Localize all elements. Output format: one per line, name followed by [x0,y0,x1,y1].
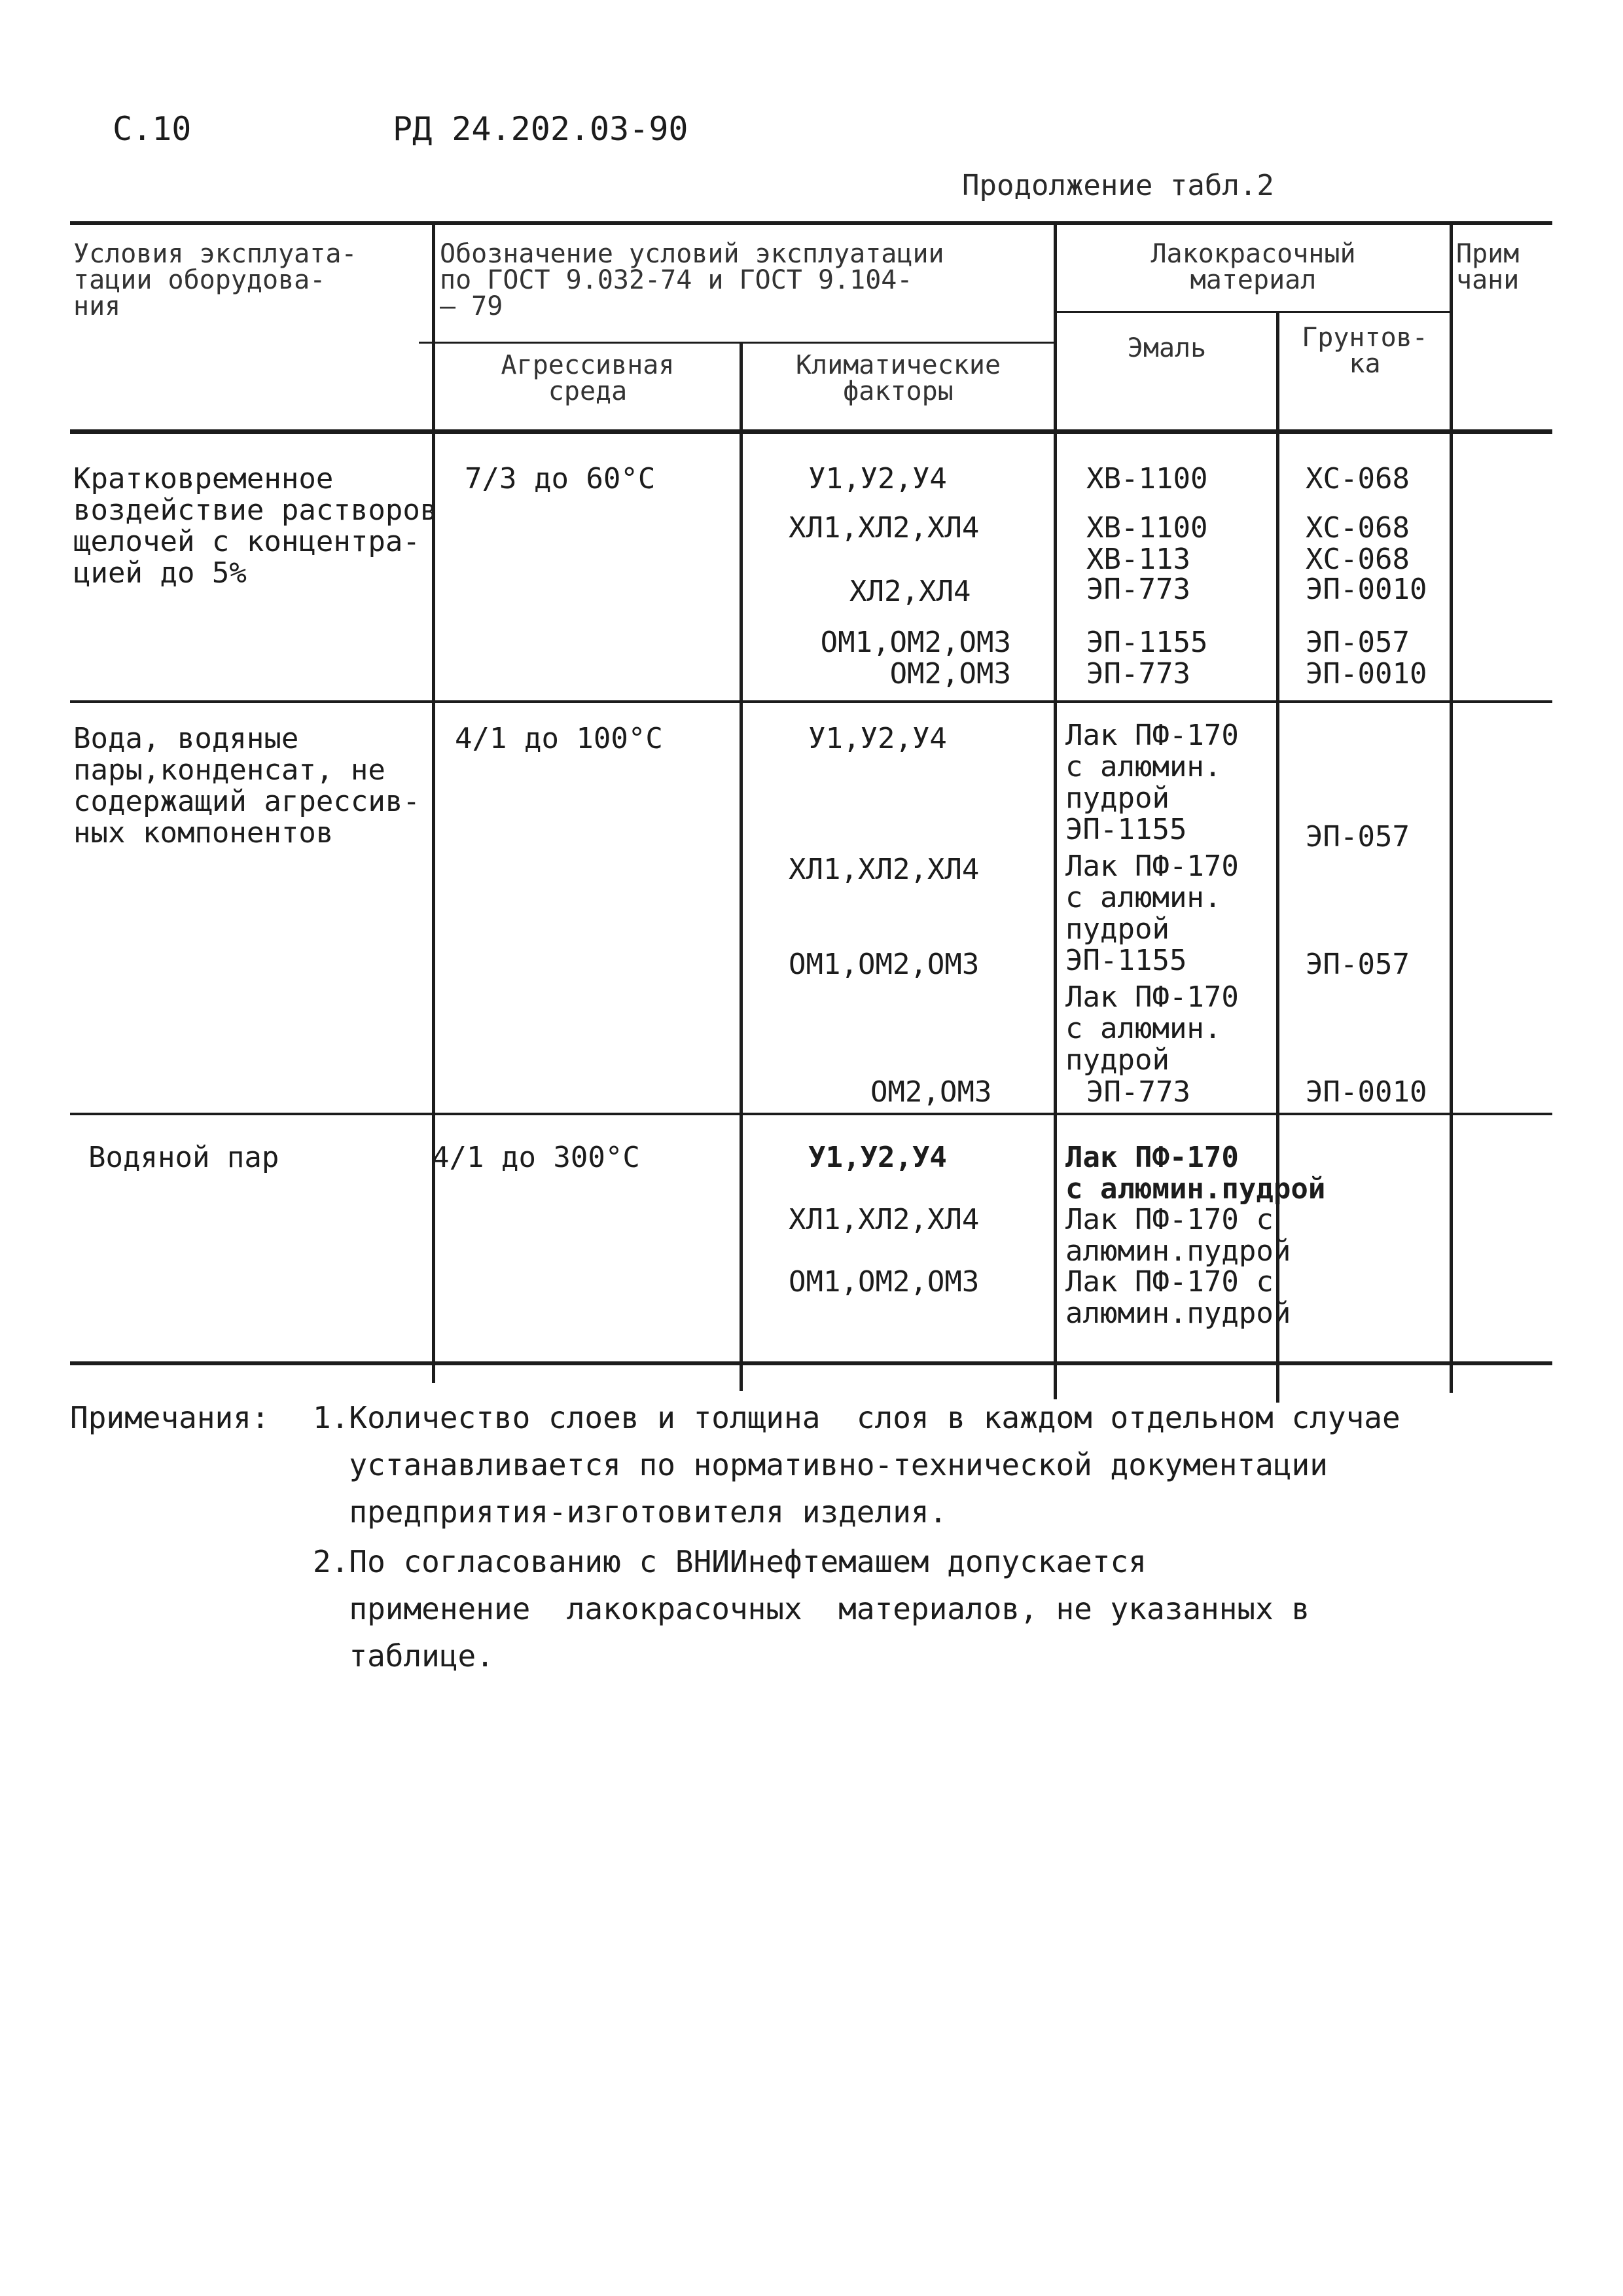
row1-enamel-3: ЭП-773 [1086,573,1190,606]
col-header-note: Прим чани [1456,239,1520,295]
row2-climate-2: ХЛ1,ХЛ2,ХЛ4 [789,853,980,886]
row2-climate-1: У1,У2,У4 [808,722,947,755]
row1-enamel-1: ХВ-1100 [1086,462,1208,495]
row2-primer-4: ЭП-0010 [1306,1075,1427,1109]
column-rule [1054,221,1057,1399]
row1-climate-2: ХЛ1,ХЛ2,ХЛ4 [789,511,980,545]
row3-climate-1: У1,У2,У4 [808,1141,947,1174]
col-header-designation: Обозначение условий эксплуатации по ГОСТ 9.032-74 и ГОСТ 9.104- – 79 [440,239,944,321]
page-number: С.10 [113,110,192,148]
row3-enamel-1: Лак ПФ-170 с алюмин.пудрой [1065,1141,1326,1206]
table-header-rule [70,429,1552,434]
row3-climate-2: ХЛ1,ХЛ2,ХЛ4 [789,1203,980,1236]
notes-label: Примечания: [70,1400,270,1435]
row1-climate-1: У1,У2,У4 [808,462,947,495]
row1-primer-3: ЭП-0010 [1306,573,1427,606]
row2-medium: 4/1 до 100°С [455,722,663,755]
col-header-enamel: Эмаль [1127,333,1207,363]
row3-medium: 4/1 до 300°С [432,1141,640,1174]
row2-enamel-4: ЭП-773 [1086,1075,1190,1109]
note-item-1: 1.Количество слоев и толщина слоя в каждом отдельном случае устанавливается по нормативно-технической документации предприятия-изготовителя изделия. [313,1400,1400,1530]
row2-enamel-3: Лак ПФ-170 с алюмин. пудрой [1065,980,1239,1077]
row2-enamel-2: Лак ПФ-170 с алюмин. пудрой ЭП-1155 [1065,850,1239,977]
row-divider [70,1113,1552,1115]
row2-climate-3: ОМ1,ОМ2,ОМ3 [789,948,980,981]
col-header-climatic-factors: Климатические факторы [795,350,1001,406]
table-continuation-caption: Продолжение табл.2 [962,169,1274,202]
row1-enamel-4: ЭП-1155 ЭП-773 [1086,626,1208,691]
column-rule [1450,221,1453,1393]
row-divider [70,700,1552,703]
col-header-primer: Грунтов- ка [1302,323,1428,379]
row1-climate-4: ОМ1,ОМ2,ОМ3 ОМ2,ОМ3 [820,626,1011,691]
row1-condition: Кратковременное воздействие растворов щелочей с концентра- цией до 5% [73,462,438,590]
row3-condition: Водяной пар [88,1141,279,1174]
col-header-aggressive-medium: Агрессивная среда [501,350,675,406]
table-bottom-rule [70,1361,1552,1365]
row1-primer-4: ЭП-057 ЭП-0010 [1306,626,1427,691]
row2-primer-1: ЭП-057 [1306,820,1410,853]
col-header-paint-material: Лакокрасочный материал [1150,239,1356,295]
row2-condition: Вода, водяные пары,конденсат, не содержащий агрессив- ных компонентов [73,722,420,850]
row3-enamel-2: Лак ПФ-170 с алюмин.пудрой [1065,1203,1291,1268]
row1-primer-2: ХС-068 ХС-068 [1306,511,1410,576]
row1-enamel-2: ХВ-1100 ХВ-113 [1086,511,1208,576]
row1-climate-3: ХЛ2,ХЛ4 [849,575,971,608]
paint-sub-rule [1057,311,1450,313]
col-header-conditions: Условия эксплуата- тации оборудова- ния [73,239,357,321]
row2-climate-4: ОМ2,ОМ3 [870,1075,992,1109]
note-item-2: 2.По согласованию с ВНИИнефтемашем допускается применение лакокрасочных материалов, не указанных в таблице. [313,1544,1310,1674]
column-rule [740,344,743,1391]
row2-primer-2: ЭП-057 [1306,948,1410,981]
row3-enamel-3: Лак ПФ-170 с алюмин.пудрой [1065,1265,1291,1330]
row1-medium: 7/3 до 60°С [465,462,656,495]
row1-primer-1: ХС-068 [1306,462,1410,495]
designation-sub-rule [419,342,1057,344]
column-rule [432,221,435,1383]
row2-enamel-1: Лак ПФ-170 с алюмин. пудрой ЭП-1155 [1065,719,1239,846]
table-top-rule [70,221,1552,225]
row3-climate-3: ОМ1,ОМ2,ОМ3 [789,1265,980,1299]
document-code: РД 24.202.03-90 [393,110,688,148]
